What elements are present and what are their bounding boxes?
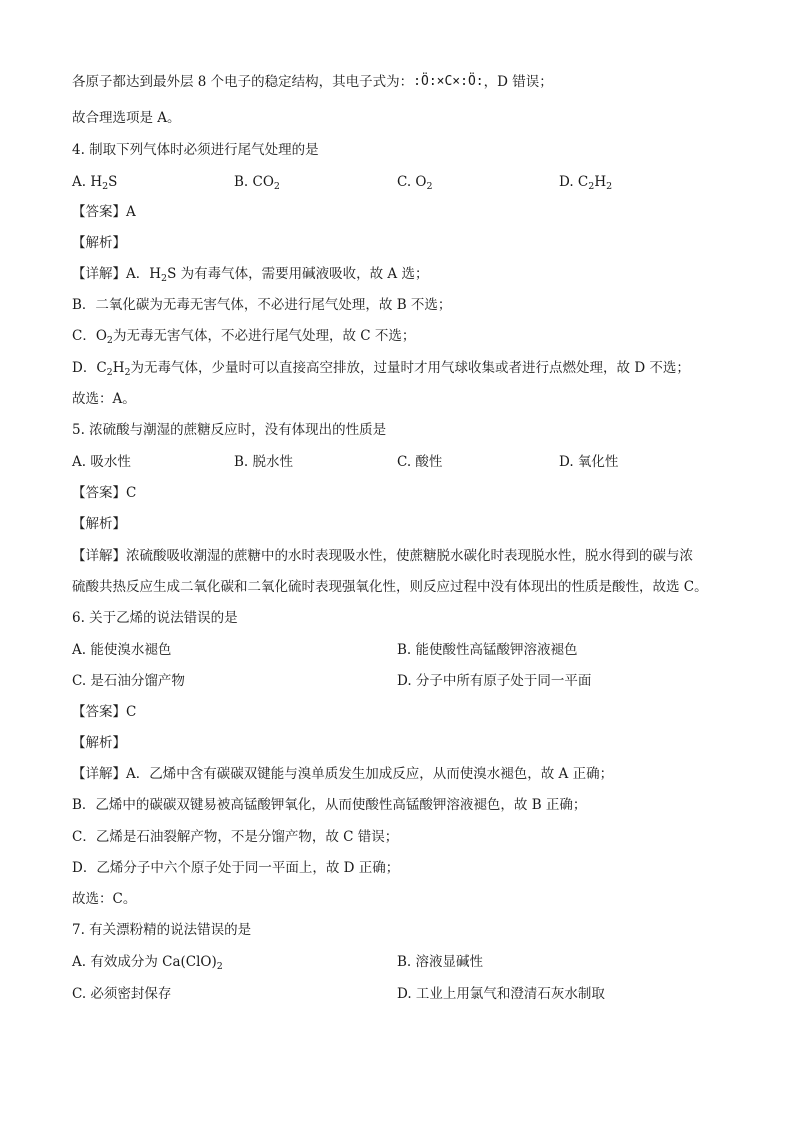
q5-analysis-tag: 【解析】 — [72, 516, 126, 532]
q6-stem: 6. 关于乙烯的说法错误的是 — [72, 610, 238, 626]
q5-answer: 【答案】C — [72, 485, 137, 501]
q7-option-c: C. 必须密封保存 — [72, 986, 172, 1002]
continuation-text-end: ，D 错误； — [483, 74, 553, 90]
q6-detail-c: C．乙烯是石油裂解产物，不是分馏产物，故 C 错误； — [72, 829, 399, 845]
q5-detail-line1: 【详解】浓硫酸吸收潮湿的蔗糖中的水时表现吸水性，使蔗糖脱水碳化时表现脱水性，脱水得到的碳与浓 — [72, 548, 693, 564]
q4-detail-c: C．$O_2$为无毒无害气体，不必进行尾气处理，故 C 不选； — [72, 328, 416, 346]
q4-option-c: C. $O_2$ — [397, 174, 433, 192]
q4-stem: 4. 制取下列气体时必须进行尾气处理的是 — [72, 142, 319, 158]
q6-option-b: B. 能使酸性高锰酸钾溶液褪色 — [397, 642, 578, 658]
q4-answer: 【答案】A — [72, 204, 136, 220]
q4-option-b: B. $CO_2$ — [234, 174, 280, 192]
q6-detail-d: D．乙烯分子中六个原子处于同一平面上，故 D 正确； — [72, 860, 400, 876]
q5-option-d: D. 氧化性 — [559, 454, 619, 470]
q4-detail-a: 【详解】A．$H_2S$ 为有毒气体，需要用碱液吸收，故 A 选； — [72, 266, 429, 284]
q5-stem: 5. 浓硫酸与潮湿的蔗糖反应时，没有体现出的性质是 — [72, 422, 387, 438]
q4-option-a: A. $H_2S$ — [72, 174, 118, 192]
electron-formula: :Ö:×C×:Ö: — [413, 73, 484, 89]
continuation-line — [72, 72, 754, 93]
conclusion-prev: 故合理选项是 A。 — [72, 110, 181, 126]
q6-detail-a: 【详解】A．乙烯中含有碳碳双键能与溴单质发生加成反应，从而使溴水褪色，故 A 正确； — [72, 766, 614, 782]
q6-analysis-tag: 【解析】 — [72, 735, 126, 751]
continuation-text: 各原子都达到最外层 8 个电子的稳定结构，其电子式为： — [72, 74, 414, 90]
q5-option-b: B. 脱水性 — [234, 454, 294, 470]
q4-analysis-tag: 【解析】 — [72, 235, 126, 251]
q7-option-d: D. 工业上用氯气和澄清石灰水制取 — [397, 986, 605, 1002]
q6-option-a: A. 能使溴水褪色 — [72, 642, 172, 658]
q4-conclusion: 故选：A。 — [72, 391, 136, 407]
q4-option-d: D. $C_2H_2$ — [559, 174, 613, 192]
q6-detail-b: B．乙烯中的碳碳双键易被高锰酸钾氧化，从而使酸性高锰酸钾溶液褪色，故 B 正确； — [72, 797, 587, 813]
q6-option-d: D. 分子中所有原子处于同一平面 — [397, 673, 592, 689]
q4-detail-b: B．二氧化碳为无毒无害气体，不必进行尾气处理，故 B 不选； — [72, 297, 452, 313]
q6-option-c: C. 是石油分馏产物 — [72, 673, 185, 689]
q7-stem: 7. 有关漂粉精的说法错误的是 — [72, 922, 252, 938]
q7-option-b: B. 溶液显碱性 — [397, 954, 484, 970]
q5-option-c: C. 酸性 — [397, 454, 443, 470]
q5-detail-line2: 硫酸共热反应生成二氧化碳和二氧化硫时表现强氧化性，则反应过程中没有体现出的性质是酸性，故选 C。 — [72, 579, 708, 595]
q6-answer: 【答案】C — [72, 704, 137, 720]
q4-detail-d: D．$C_2H_2$为无毒气体，少量时可以直接高空排放，过量时才用气球收集或者进行点燃处理，故 D 不选； — [72, 360, 690, 378]
q5-option-a: A. 吸水性 — [72, 454, 131, 470]
q6-conclusion: 故选：C。 — [72, 891, 137, 907]
q7-option-a: A. 有效成分为 $Ca(ClO)_2$ — [72, 954, 223, 972]
